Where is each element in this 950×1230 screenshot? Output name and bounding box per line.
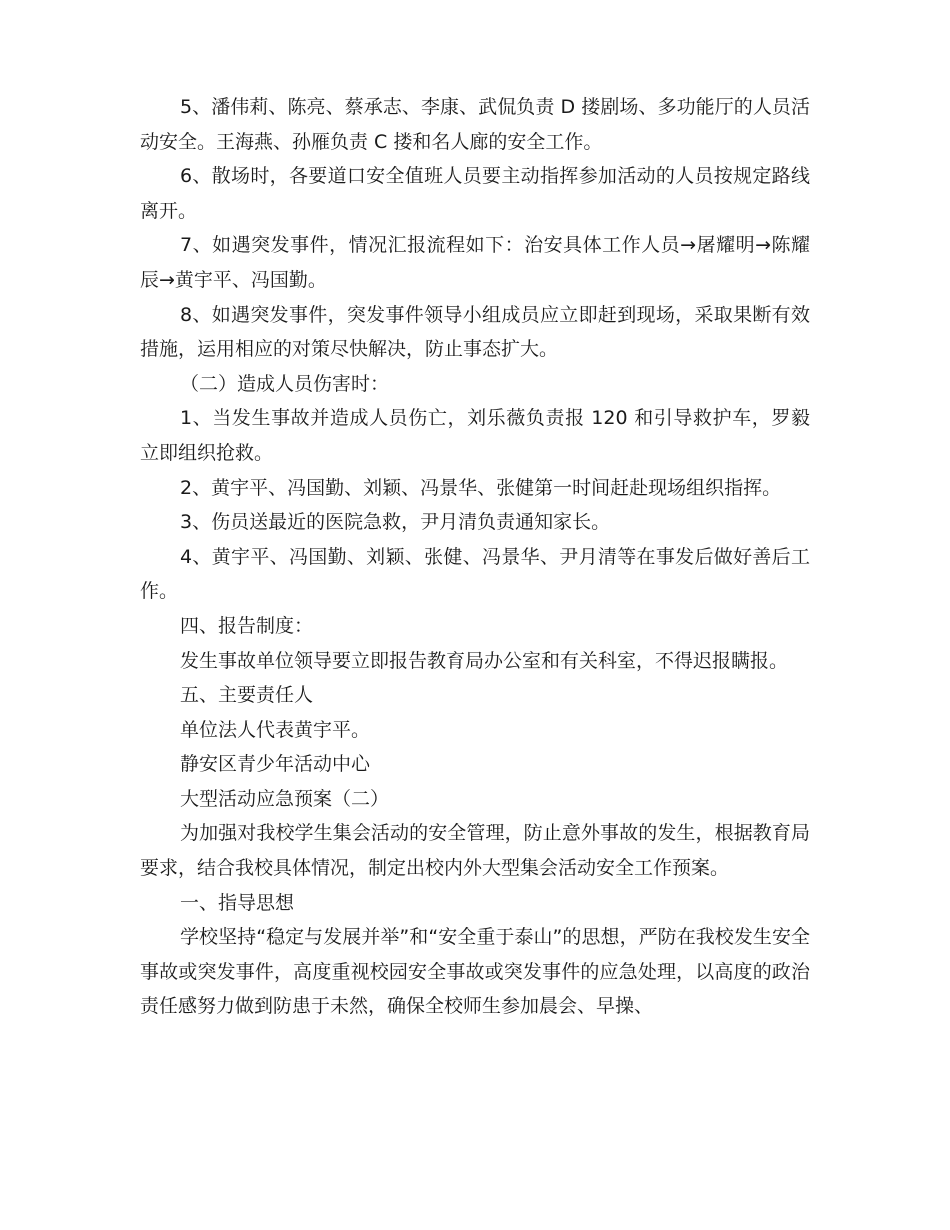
paragraph-guiding-principle: 学校坚持“稳定与发展并举”和“安全重于泰山”的思想，严防在我校发生安全事故或突发事件，高度重视校园安全事故或突发事件的应急处理，以高度的政治责任感努力做到防患于未然，确保全校师生参加晨会、早操、: [140, 926, 810, 1018]
paragraph-legal-representative: 单位法人代表黄宇平。: [180, 718, 371, 741]
section-heading-injury: （二）造成人员伤害时：: [180, 372, 390, 395]
paragraph-report-system: 发生事故单位领导要立即报告教育局办公室和有关科室，不得迟报瞒报。: [180, 649, 789, 672]
paragraph-injury-item-4: 4、黄宇平、冯国勤、刘颖、张健、冯景华、尹月清等在事发后做好善后工作。: [140, 545, 810, 603]
paragraph-injury-item-2: 2、黄宇平、冯国勤、刘颖、冯景华、张健第一时间赶赴现场组织指挥。: [180, 476, 782, 499]
organization-name: 静安区青少年活动中心: [180, 753, 371, 776]
section-heading-responsible-person: 五、主要责任人: [180, 684, 314, 707]
paragraph-plan-intro: 为加强对我校学生集会活动的安全管理，防止意外事故的发生，根据教育局要求，结合我校具体情况，制定出校内外大型集会活动安全工作预案。: [140, 822, 810, 880]
paragraph-item-5-d-building: 5、潘伟莉、陈亮、蔡承志、李康、武侃负责 D 搂剧场、多功能厅的人员活动安全。王海燕、孙雁负责 C 搂和名人廊的安全工作。: [140, 96, 810, 153]
paragraph-item-6-dispersal: 6、散场时，各要道口安全值班人员要主动指挥参加活动的人员按规定路线离开。: [140, 165, 810, 222]
paragraph-item-8-emergency-team: 8、如遇突发事件，突发事件领导小组成员应立即赶到现场，采取果断有效措施，运用相应的对策尽快解决，防止事态扩大。: [140, 303, 810, 361]
document-body: [140, 90, 810, 1024]
document-title-plan-two: 大型活动应急预案（二）: [180, 787, 390, 810]
paragraph-injury-item-1: 1、当发生事故并造成人员伤亡，刘乐薇负责报 120 和引导救护车，罗毅立即组织抢救。: [140, 407, 810, 464]
paragraph-item-7-report-flow: 7、如遇突发事件，情况汇报流程如下：治安具体工作人员→屠耀明→陈耀辰→黄宇平、冯国勤。: [140, 234, 810, 291]
section-heading-report-system: 四、报告制度：: [180, 614, 314, 637]
paragraph-injury-item-3: 3、伤员送最近的医院急救，尹月清负责通知家长。: [180, 511, 611, 534]
section-heading-guiding-principle: 一、指导思想: [180, 891, 295, 914]
